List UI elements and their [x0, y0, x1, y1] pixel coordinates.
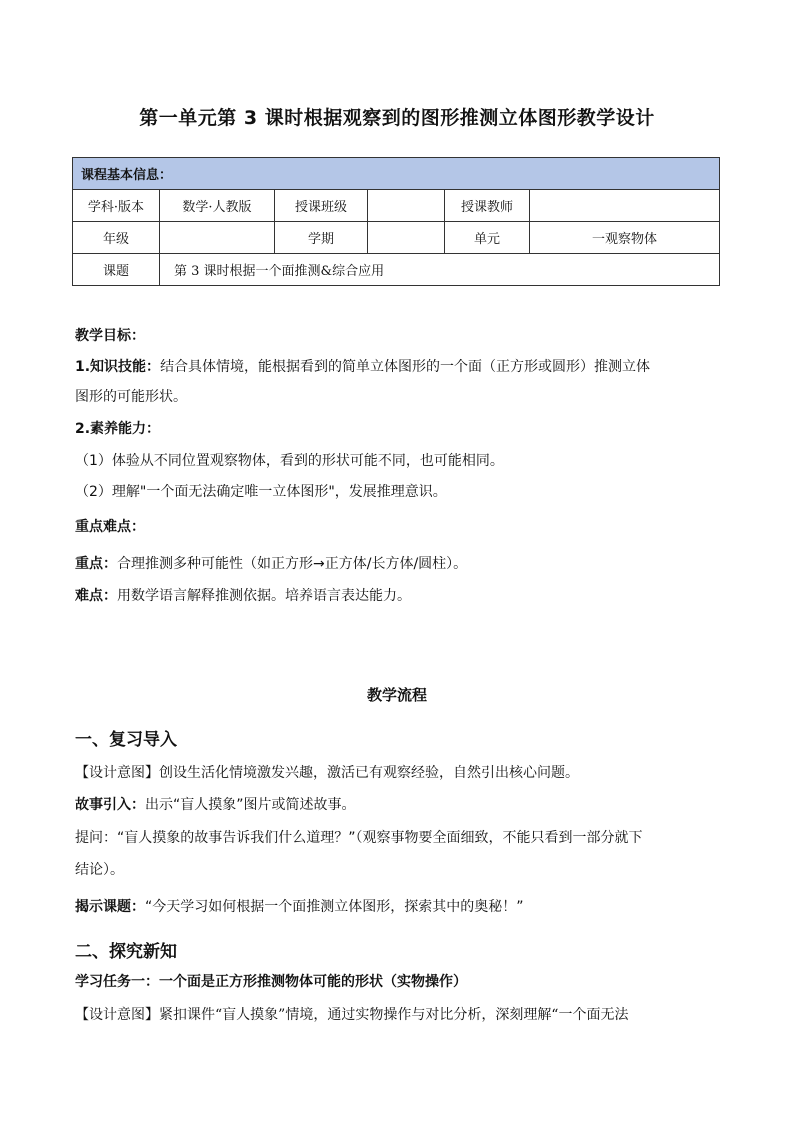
question-cont: 结论）。 — [75, 862, 124, 878]
table-cell: 学科·版本 — [73, 190, 160, 222]
skills-heading: 2.素养能力： — [75, 421, 161, 437]
table-cell: 授课班级 — [275, 190, 368, 222]
table-cell: 年级 — [73, 222, 160, 254]
table-cell: 课题 — [73, 254, 160, 286]
difficulty-text: 用数学语言解释推测依据。培养语言表达能力。 — [117, 588, 411, 604]
page-title: 第一单元第 3 课时根据观察到的图形推测立体图形教学设计 — [139, 107, 655, 129]
task1-heading: 学习任务一：一个面是正方形推测物体可能的形状（实物操作） — [75, 974, 467, 990]
table-cell: 第 3 课时根据一个面推测&综合应用 — [160, 254, 720, 286]
objectives-heading: 教学目标： — [75, 328, 145, 344]
skill-item-1: （1）体验从不同位置观察物体，看到的形状可能不同，也可能相同。 — [75, 453, 504, 469]
course-info-table — [72, 157, 720, 286]
reveal-line — [75, 896, 725, 918]
question-line — [75, 827, 725, 849]
table-cell — [368, 190, 445, 222]
table-row — [73, 222, 720, 254]
table-cell: 授课教师 — [445, 190, 530, 222]
section1-intent: 【设计意图】创设生活化情境激发兴趣，激活已有观察经验，自然引出核心问题。 — [75, 765, 579, 781]
knowledge-text: 结合具体情境，能根据看到的简单立体图形的一个面（正方形或圆形）推测立体 — [160, 359, 651, 375]
difficulty-line — [75, 585, 725, 607]
objective-knowledge-cont: 图形的可能形状。 — [75, 389, 187, 405]
table-cell: 一观察物体 — [530, 222, 720, 254]
table-row — [73, 254, 720, 286]
story-label: 故事引入： — [75, 797, 145, 813]
story-text: 出示“盲人摸象”图片或简述故事。 — [145, 797, 356, 813]
process-title: 教学流程 — [366, 686, 427, 704]
difficulty-label: 难点： — [75, 588, 117, 604]
focus-line — [75, 553, 725, 575]
table-cell — [530, 190, 720, 222]
knowledge-label: 1.知识技能： — [75, 359, 161, 375]
table-cell — [160, 222, 275, 254]
table-cell: 数学·人教版 — [160, 190, 275, 222]
section2-heading: 二、探究新知 — [75, 942, 177, 962]
section2-intent: 【设计意图】紧扣课件“盲人摸象”情境，通过实物操作与对比分析，深刻理解“一个面无法 — [75, 1007, 629, 1023]
table-cell: 学期 — [275, 222, 368, 254]
story-line — [75, 794, 725, 816]
focus-label: 重点： — [75, 556, 117, 572]
reveal-text: “今天学习如何根据一个面推测立体图形，探索其中的奥秘！” — [145, 899, 524, 915]
table-header: 课程基本信息： — [73, 158, 720, 190]
reveal-label: 揭示课题： — [75, 899, 145, 915]
question-label: 提问： — [75, 830, 117, 846]
table-cell: 单元 — [445, 222, 530, 254]
focus-text: 合理推测多种可能性（如正方形→正方体/长方体/圆柱）。 — [117, 556, 468, 572]
objective-knowledge-line — [75, 356, 725, 378]
question-text: “盲人摸象的故事告诉我们什么道理？”（观察事物要全面细致，不能只看到一部分就下 — [117, 830, 643, 846]
table-row — [73, 190, 720, 222]
keypoints-heading: 重点难点： — [75, 519, 145, 535]
table-cell — [368, 222, 445, 254]
section1-heading: 一、复习导入 — [75, 730, 177, 750]
skill-item-2: （2）理解"一个面无法确定唯一立体图形"，发展推理意识。 — [75, 484, 447, 500]
